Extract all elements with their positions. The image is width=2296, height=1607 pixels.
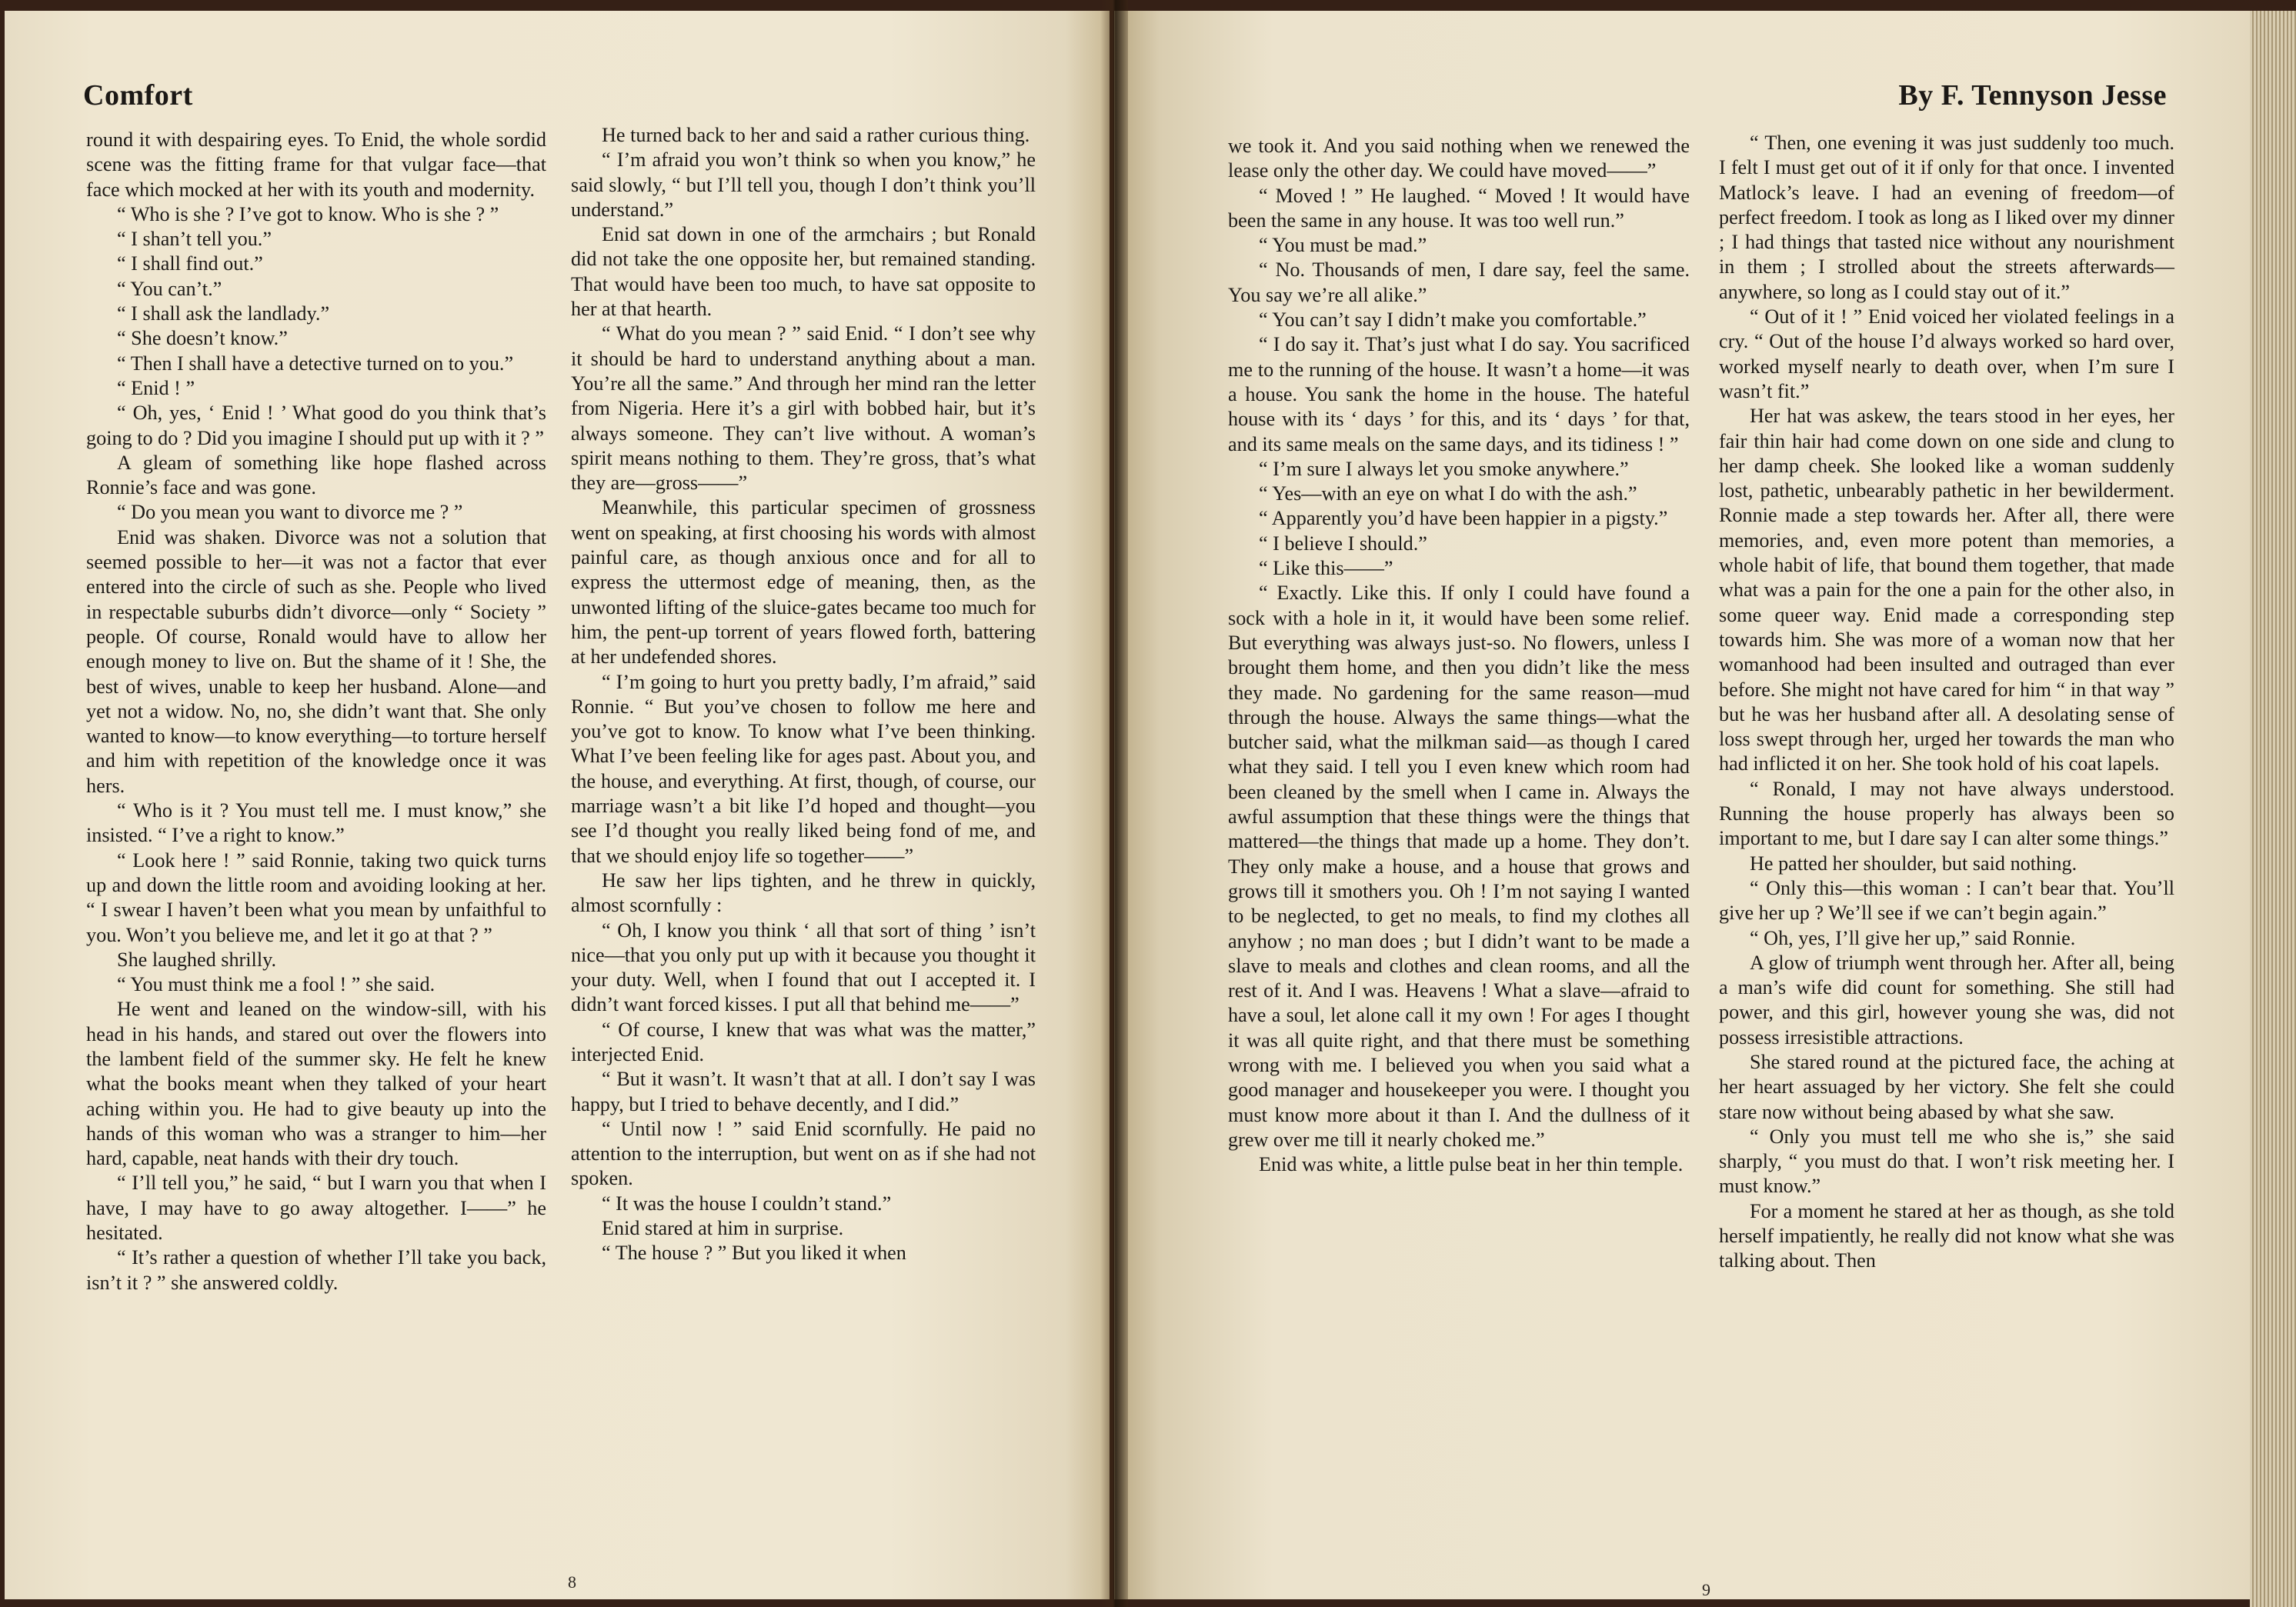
paragraph: “ Oh, yes, ‘ Enid ! ’ What good do you think that’s going to do ? Did you imagine I should put up with it ? ” bbox=[86, 402, 546, 449]
paragraph: Enid stared at him in surprise. bbox=[602, 1217, 844, 1240]
paragraph: “ I shall find out.” bbox=[117, 252, 263, 275]
paragraph: we took it. And you said nothing when we renewed the lease only the other day. We could have moved——” bbox=[1228, 135, 1690, 182]
paragraph: “ Who is she ? I’ve got to know. Who is she ? ” bbox=[117, 202, 499, 225]
paragraph: “ Who is it ? You must tell me. I must know,” she insisted. “ I’ve a right to know.” bbox=[86, 799, 546, 847]
paragraph: “ Then I shall have a detective turned on to you.” bbox=[117, 352, 514, 375]
paragraph: He patted her shoulder, but said nothing. bbox=[1750, 852, 2077, 875]
paragraph: “ Like this——” bbox=[1259, 557, 1393, 580]
paragraph: “ Moved ! ” He laughed. “ Moved ! It would have been the same in any house. It was too well run.” bbox=[1228, 184, 1690, 232]
paragraph: “ I’m afraid you won’t think so when you know,” he said slowly, “ but I’ll tell you, though I don’t think you’ll understand.” bbox=[571, 148, 1036, 221]
paragraph: “ The house ? ” But you liked it when bbox=[602, 1242, 906, 1265]
paragraph: “ Of course, I knew that was what was the matter,” interjected Enid. bbox=[571, 1018, 1036, 1065]
paragraph: “ No. Thousands of men, I dare say, feel the same. You say we’re all alike.” bbox=[1228, 258, 1690, 306]
book-gutter bbox=[1100, 0, 1128, 1607]
paragraph: “ Ronald, I may not have always understood. Running the house properly has always been so important to me, but I dare say I can alter some things.” bbox=[1719, 777, 2174, 850]
paragraph: “ I do say it. That’s just what I do say. You sacrificed me to the running of the house. It wasn’t a home—it was a house. You sank the home in the house. The hateful house with its ‘ days ’ for this, and its ‘ days ’ for that, and its same meals on the same days, and its tidiness ! ” bbox=[1228, 333, 1690, 455]
page-edges bbox=[2250, 11, 2296, 1607]
left-page-column-2 bbox=[571, 123, 1036, 1266]
paragraph: She laughed shrilly. bbox=[117, 948, 277, 971]
paragraph: “ Yes—with an eye on what I do with the ash.” bbox=[1259, 482, 1637, 505]
paragraph: “ I shan’t tell you.” bbox=[117, 228, 272, 251]
paragraph: “ Exactly. Like this. If only I could have found a sock with a hole in it, it would have been some relief. But everything was always just-so. No flowers, unless I brought them home, and then you didn’t like the mess they made. No gardening for the same reason—mud through the house. Always the same things—what the butcher said, what the milkman said—as though I cared what they said. I tell you I even knew which room had been cleaned by the smell when I came in. Always the awful assumption that these things were the things that mattered—the things that made up a home. They don’t. They only make a house, and a house that grows and grows till it smothers you. Oh ! I’m not saying I wanted to be neglected, to get no meals, to find my clothes all anyhow ; no man does ; but I didn’t want to be made a slave to meals and clothes and clean rooms, and all the rest of it. And I was. Heavens ! What a slave—afraid to have a soul, let alone call it my own ! For ages I thought it was all quite right, and that there must be something wrong with me. I believed you when you said what a good manager and housekeeper you were. I thought you must know more about it than I. And the dullness of it grew over me till it nearly choked me.” bbox=[1228, 582, 1690, 1151]
paragraph: “ Oh, yes, I’ll give her up,” said Ronnie. bbox=[1750, 926, 2076, 949]
paragraph: “ I’m going to hurt you pretty badly, I’m afraid,” said Ronnie. “ But you’ve chosen to follow me here and you’ve got to know. To know what I’ve been thinking. What I’ve been feeling like for ages past. About you, and the house, and everything. At first, though, of course, our marriage wasn’t a bit like I’d hoped and thought—you see I’d thought you really liked being fond of me, and that we should enjoy life so together——” bbox=[571, 670, 1036, 867]
paragraph: He turned back to her and said a rather curious thing. bbox=[602, 124, 1030, 146]
paragraph: For a moment he stared at her as though, as she told herself impatiently, he really did not know what she was talking about. Then bbox=[1719, 1199, 2174, 1272]
right-page-column-1 bbox=[1228, 134, 1690, 1177]
paragraph: “ Then, one evening it was just suddenly too much. I felt I must get out of it if only for that once. I invented Matlock’s leave. I had an evening of freedom—of perfect freedom. I took as long as I liked over my dinner ; I had things that tasted nice without any nourishment in them ; I strolled about the streets afterwards—anywhere, so long as I could stay out of it.” bbox=[1719, 132, 2174, 303]
running-head-left: Comfort bbox=[83, 79, 193, 112]
paragraph: Enid was shaken. Divorce was not a solution that seemed possible to her—it was not a factor that ever entered into the circle of such as she. People who lived in respectable suburbs didn’t divorce—only “ Society ” people. Of course, Ronald would have to allow her enough money to live on. But the shame of it ! She, the best of wives, unable to keep her husband. Alone—and yet not a widow. No, no, she didn’t want that. She only wanted to know—to know everything—to torture herself and him with repetition of the knowledge once it was hers. bbox=[86, 525, 546, 797]
paragraph: “ What do you mean ? ” said Enid. “ I don’t see why it should be hard to understand anything about a man. You’re all the same.” And through her mind ran the letter from Nigeria. Here it’s a girl with bobbed hair, but it’s always someone. They can’t live without. A woman’s spirit means nothing to them. They’re gross, that’s what they are—gross——” bbox=[571, 322, 1036, 495]
page-number-left: 8 bbox=[568, 1572, 576, 1592]
paragraph: “ Apparently you’d have been happier in a pigsty.” bbox=[1259, 507, 1668, 530]
paragraph: “ Out of it ! ” Enid voiced her violated feelings in a cry. “ Out of the house I’d always worked so hard over, worked myself nearly to death over, when I’m sure I wasn’t fit.” bbox=[1719, 305, 2174, 402]
paragraph: “ Oh, I know you think ‘ all that sort of thing ’ isn’t nice—that you only put up with it because you thought it your duty. Well, when I found that out I accepted it. I didn’t want forced kisses. I put all that behind me——” bbox=[571, 919, 1036, 1016]
paragraph: Enid sat down in one of the armchairs ; but Ronald did not take the one opposite her, but remained standing. That would have been too much, to have sat opposite to her at that hearth. bbox=[571, 223, 1036, 321]
paragraph: “ It was the house I couldn’t stand.” bbox=[602, 1192, 892, 1215]
paragraph: “ But it wasn’t. It wasn’t that at all. I don’t say I was happy, but I tried to behave decently, and I did.” bbox=[571, 1068, 1036, 1115]
paragraph: “ You can’t.” bbox=[117, 277, 222, 300]
page-number-right: 9 bbox=[1702, 1580, 1710, 1599]
paragraph: “ Only this—this woman : I can’t bear that. You’ll give her up ? We’ll see if we can’t begin again.” bbox=[1719, 876, 2174, 925]
paragraph: “ You must be mad.” bbox=[1259, 234, 1427, 257]
running-head-right: By F. Tennyson Jesse bbox=[1898, 79, 2167, 112]
paragraph: Enid was white, a little pulse beat in her thin temple. bbox=[1259, 1153, 1684, 1176]
paragraph: “ Enid ! ” bbox=[117, 376, 195, 399]
paragraph: “ It’s rather a question of whether I’ll take you back, isn’t it ? ” she answered coldly. bbox=[86, 1246, 546, 1294]
paragraph: round it with despairing eyes. To Enid, the whole sordid scene was the fitting frame for that vulgar face—that face which mocked at her with its youth and modernity. bbox=[86, 128, 546, 201]
paragraph: He saw her lips tighten, and he threw in quickly, almost scornfully : bbox=[571, 869, 1036, 917]
left-page-column-1 bbox=[86, 128, 546, 1295]
paragraph: She stared round at the pictured face, the aching at her heart assuaged by her victory. She felt she could stare now without being abased by what she saw. bbox=[1719, 1050, 2174, 1123]
paragraph: A glow of triumph went through her. After all, being a man’s wife did count for something. She still had power, and this girl, however young she was, did not possess irresistible attractions. bbox=[1719, 951, 2174, 1049]
paragraph: “ Do you mean you want to divorce me ? ” bbox=[117, 501, 463, 524]
paragraph: “ You must think me a fool ! ” she said. bbox=[117, 973, 436, 996]
paragraph: “ I shall ask the landlady.” bbox=[117, 302, 330, 325]
paragraph: “ You can’t say I didn’t make you comfortable.” bbox=[1259, 308, 1647, 332]
paragraph: “ I’m sure I always let you smoke anywhere.” bbox=[1259, 457, 1629, 480]
right-page-column-2 bbox=[1719, 131, 2174, 1274]
paragraph: He went and leaned on the window-sill, with his head in his hands, and stared out over the flowers into the lambent field of the summer sky. He felt he knew what the books meant when they talked of your heart aching within you. He had to give beauty up into the hands of this woman who was a stranger to him—her hard, capable, neat hands with their dry touch. bbox=[86, 998, 546, 1170]
paragraph: “ She doesn’t know.” bbox=[117, 327, 288, 350]
paragraph: “ I’ll tell you,” he said, “ but I warn you that when I have, I may have to go away altogether. I——” he hesitated. bbox=[86, 1172, 546, 1245]
paragraph: “ I believe I should.” bbox=[1259, 532, 1427, 555]
paragraph: “ Until now ! ” said Enid scornfully. He paid no attention to the interruption, but went on as if she had not spoken. bbox=[571, 1117, 1036, 1190]
paragraph: “ Only you must tell me who she is,” she said sharply, “ you must do that. I won’t risk meeting her. I must know.” bbox=[1719, 1125, 2174, 1198]
paragraph: Meanwhile, this particular specimen of grossness went on speaking, at first choosing his words with almost painful care, as though anxious once and for all to express the uttermost edge of meaning, then, as the unwonted lifting of the sluice-gates became too much for him, the pent-up torrent of years flowed forth, battering at her undefended shores. bbox=[571, 496, 1036, 668]
paragraph: A gleam of something like hope flashed across Ronnie’s face and was gone. bbox=[86, 451, 546, 499]
paragraph: “ Look here ! ” said Ronnie, taking two quick turns up and down the little room and avoiding looking at her. “ I swear I haven’t been what you mean by unfaithful to you. Won’t you believe me, and let it go at that ? ” bbox=[86, 849, 546, 946]
paragraph: Her hat was askew, the tears stood in her eyes, her fair thin hair had come down on one side and clung to her damp cheek. She looked like a woman suddenly lost, pathetic, unbearably pathetic in her bewilderment. Ronnie made a step towards her. After all, there were memories, and, even more potent than memories, a whole habit of life, that bound them together, that made what was a pain for the one a pain for the other also, in some queer way. Enid made a corresponding step towards him. She was more of a woman now that her womanhood had been insulted and outraged than ever before. She might not have cared for him “ in that way ” but he was her husband after all. A desolating sense of loss swept through her, urged her towards the man who had inflicted it on her. She took hold of his coat lapels. bbox=[1719, 405, 2174, 775]
